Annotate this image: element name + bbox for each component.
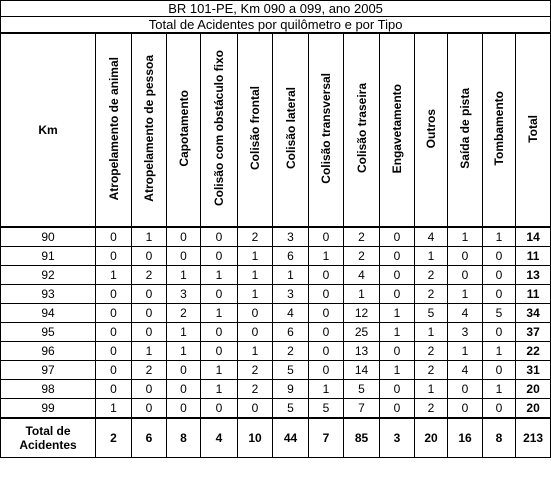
value-cell: 0 — [167, 380, 201, 399]
value-cell: 0 — [201, 285, 238, 304]
row-total-cell: 20 — [516, 380, 551, 399]
column-header: Total — [516, 33, 551, 227]
row-total-cell: 34 — [516, 304, 551, 323]
value-cell: 1 — [96, 399, 132, 419]
column-header: Saída de pista — [448, 33, 483, 227]
value-cell: 4 — [415, 227, 448, 247]
column-header: Capotamento — [167, 33, 201, 227]
value-cell: 1 — [448, 342, 483, 361]
total-cell: 4 — [201, 418, 238, 458]
value-cell: 0 — [167, 247, 201, 266]
totals-row — [1, 418, 551, 458]
value-cell: 2 — [238, 361, 273, 380]
table-row — [1, 247, 551, 266]
value-cell: 7 — [344, 399, 380, 419]
km-cell: 95 — [1, 323, 96, 342]
value-cell: 4 — [448, 361, 483, 380]
value-cell: 0 — [96, 227, 132, 247]
value-cell: 0 — [167, 361, 201, 380]
value-cell: 0 — [96, 342, 132, 361]
value-cell: 0 — [483, 247, 516, 266]
table-row — [1, 266, 551, 285]
value-cell: 0 — [132, 285, 167, 304]
value-cell: 0 — [96, 361, 132, 380]
value-cell: 0 — [238, 399, 273, 419]
table-row — [1, 285, 551, 304]
value-cell: 0 — [96, 247, 132, 266]
column-header: Colisão lateral — [273, 33, 309, 227]
value-cell: 25 — [344, 323, 380, 342]
value-cell: 2 — [238, 227, 273, 247]
row-total-cell: 11 — [516, 285, 551, 304]
value-cell: 0 — [201, 227, 238, 247]
value-cell: 1 — [167, 342, 201, 361]
value-cell: 0 — [483, 399, 516, 419]
value-cell: 0 — [483, 266, 516, 285]
totals-label: Total de Acidentes — [1, 418, 96, 458]
value-cell: 2 — [167, 304, 201, 323]
value-cell: 0 — [132, 247, 167, 266]
value-cell: 0 — [96, 285, 132, 304]
value-cell: 6 — [273, 323, 309, 342]
value-cell: 2 — [415, 361, 448, 380]
value-cell: 0 — [309, 342, 344, 361]
value-cell: 0 — [483, 285, 516, 304]
total-cell: 7 — [309, 418, 344, 458]
value-cell: 0 — [380, 380, 415, 399]
value-cell: 2 — [415, 399, 448, 419]
value-cell: 0 — [167, 399, 201, 419]
value-cell: 3 — [273, 285, 309, 304]
total-cell: 85 — [344, 418, 380, 458]
grand-total-cell: 213 — [516, 418, 551, 458]
value-cell: 1 — [96, 266, 132, 285]
value-cell: 0 — [309, 266, 344, 285]
value-cell: 13 — [344, 342, 380, 361]
column-header-row — [1, 33, 551, 227]
column-header: Engavetamento — [380, 33, 415, 227]
value-cell: 0 — [309, 285, 344, 304]
value-cell: 1 — [415, 380, 448, 399]
value-cell: 0 — [380, 342, 415, 361]
total-cell: 2 — [96, 418, 132, 458]
value-cell: 0 — [309, 227, 344, 247]
km-column-header: Km — [1, 33, 96, 227]
value-cell: 3 — [448, 323, 483, 342]
km-cell: 92 — [1, 266, 96, 285]
total-cell: 10 — [238, 418, 273, 458]
value-cell: 0 — [238, 304, 273, 323]
value-cell: 4 — [273, 304, 309, 323]
km-cell: 97 — [1, 361, 96, 380]
total-cell: 16 — [448, 418, 483, 458]
value-cell: 6 — [273, 247, 309, 266]
km-cell: 93 — [1, 285, 96, 304]
km-cell: 91 — [1, 247, 96, 266]
table-row — [1, 227, 551, 247]
value-cell: 0 — [96, 380, 132, 399]
row-total-cell: 20 — [516, 399, 551, 419]
value-cell: 5 — [273, 361, 309, 380]
value-cell: 0 — [380, 227, 415, 247]
table-row — [1, 342, 551, 361]
value-cell: 2 — [415, 266, 448, 285]
table-row — [1, 323, 551, 342]
km-cell: 99 — [1, 399, 96, 419]
table-title: BR 101-PE, Km 090 a 099, ano 2005 — [1, 1, 551, 17]
row-total-cell: 31 — [516, 361, 551, 380]
value-cell: 2 — [273, 342, 309, 361]
value-cell: 0 — [309, 304, 344, 323]
table-subtitle: Total de Acidentes por quilômetro e por Tipo — [1, 17, 551, 34]
value-cell: 1 — [309, 380, 344, 399]
row-total-cell: 14 — [516, 227, 551, 247]
value-cell: 1 — [238, 266, 273, 285]
column-header: Colisão com obstáculo fixo — [201, 33, 238, 227]
value-cell: 4 — [344, 266, 380, 285]
value-cell: 0 — [380, 399, 415, 419]
value-cell: 9 — [273, 380, 309, 399]
column-header: Tombamento — [483, 33, 516, 227]
value-cell: 2 — [344, 227, 380, 247]
value-cell: 2 — [344, 247, 380, 266]
column-header: Colisão transversal — [309, 33, 344, 227]
row-total-cell: 22 — [516, 342, 551, 361]
value-cell: 0 — [483, 323, 516, 342]
value-cell: 1 — [483, 380, 516, 399]
column-header: Colisão traseira — [344, 33, 380, 227]
value-cell: 0 — [96, 304, 132, 323]
value-cell: 1 — [201, 266, 238, 285]
value-cell: 1 — [167, 323, 201, 342]
value-cell: 1 — [415, 247, 448, 266]
value-cell: 0 — [309, 323, 344, 342]
total-cell: 20 — [415, 418, 448, 458]
value-cell: 0 — [483, 361, 516, 380]
value-cell: 1 — [238, 247, 273, 266]
table-row — [1, 361, 551, 380]
value-cell: 0 — [167, 227, 201, 247]
value-cell: 0 — [96, 323, 132, 342]
value-cell: 1 — [380, 361, 415, 380]
value-cell: 1 — [415, 323, 448, 342]
value-cell: 2 — [132, 266, 167, 285]
value-cell: 0 — [132, 323, 167, 342]
value-cell: 12 — [344, 304, 380, 323]
km-cell: 96 — [1, 342, 96, 361]
value-cell: 3 — [167, 285, 201, 304]
value-cell: 0 — [201, 323, 238, 342]
value-cell: 1 — [448, 285, 483, 304]
column-header: Outros — [415, 33, 448, 227]
row-total-cell: 11 — [516, 247, 551, 266]
km-cell: 94 — [1, 304, 96, 323]
value-cell: 2 — [132, 361, 167, 380]
value-cell: 1 — [132, 342, 167, 361]
value-cell: 0 — [309, 361, 344, 380]
value-cell: 5 — [483, 304, 516, 323]
total-cell: 3 — [380, 418, 415, 458]
value-cell: 2 — [238, 380, 273, 399]
value-cell: 1 — [309, 247, 344, 266]
value-cell: 5 — [273, 399, 309, 419]
value-cell: 5 — [415, 304, 448, 323]
value-cell: 0 — [448, 247, 483, 266]
value-cell: 0 — [380, 266, 415, 285]
value-cell: 1 — [448, 227, 483, 247]
value-cell: 0 — [448, 399, 483, 419]
value-cell: 0 — [201, 399, 238, 419]
value-cell: 0 — [132, 399, 167, 419]
value-cell: 1 — [483, 227, 516, 247]
value-cell: 1 — [201, 361, 238, 380]
table-row — [1, 304, 551, 323]
value-cell: 0 — [380, 247, 415, 266]
value-cell: 14 — [344, 361, 380, 380]
value-cell: 3 — [273, 227, 309, 247]
value-cell: 5 — [309, 399, 344, 419]
km-cell: 90 — [1, 227, 96, 247]
value-cell: 1 — [132, 227, 167, 247]
value-cell: 5 — [344, 380, 380, 399]
value-cell: 1 — [201, 380, 238, 399]
value-cell: 0 — [380, 285, 415, 304]
total-cell: 8 — [167, 418, 201, 458]
total-cell: 6 — [132, 418, 167, 458]
value-cell: 0 — [201, 342, 238, 361]
total-cell: 44 — [273, 418, 309, 458]
value-cell: 2 — [415, 342, 448, 361]
row-total-cell: 37 — [516, 323, 551, 342]
column-header: Atropelamento de pessoa — [132, 33, 167, 227]
value-cell: 0 — [201, 247, 238, 266]
value-cell: 4 — [448, 304, 483, 323]
column-header: Atropelamento de animal — [96, 33, 132, 227]
value-cell: 0 — [448, 380, 483, 399]
column-header: Colisão frontal — [238, 33, 273, 227]
value-cell: 1 — [167, 266, 201, 285]
value-cell: 1 — [273, 266, 309, 285]
value-cell: 1 — [380, 323, 415, 342]
value-cell: 1 — [344, 285, 380, 304]
value-cell: 1 — [380, 304, 415, 323]
value-cell: 1 — [483, 342, 516, 361]
table-row — [1, 380, 551, 399]
row-total-cell: 13 — [516, 266, 551, 285]
value-cell: 0 — [448, 266, 483, 285]
value-cell: 0 — [132, 304, 167, 323]
value-cell: 1 — [238, 285, 273, 304]
table-row — [1, 399, 551, 419]
total-cell: 8 — [483, 418, 516, 458]
value-cell: 2 — [415, 285, 448, 304]
value-cell: 1 — [238, 342, 273, 361]
value-cell: 0 — [238, 323, 273, 342]
value-cell: 1 — [201, 304, 238, 323]
km-cell: 98 — [1, 380, 96, 399]
value-cell: 0 — [132, 380, 167, 399]
